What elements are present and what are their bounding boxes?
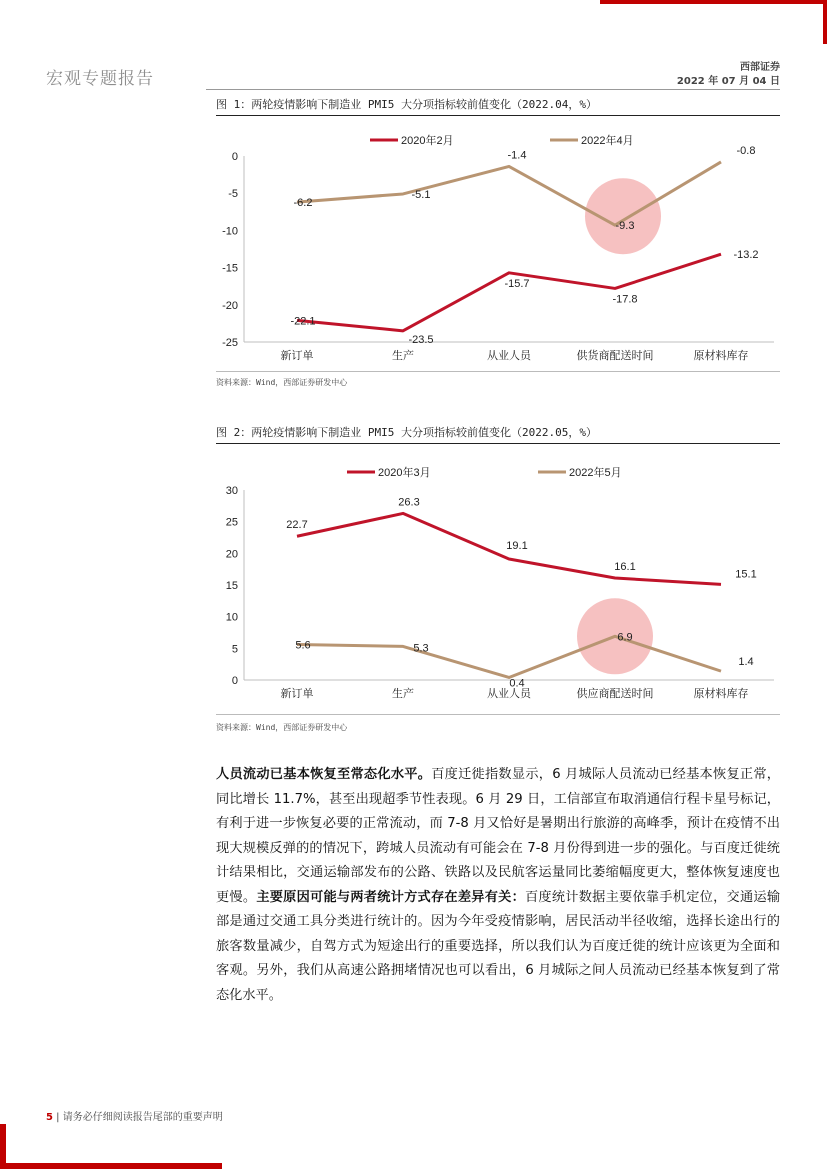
footer-separator: | [56, 1112, 60, 1123]
body-bold-reason: 主要原因可能与两者统计方式存在差异有关： [256, 889, 525, 905]
page-number: 5 [46, 1112, 53, 1123]
figure2-title: 图 2：两轮疫情影响下制造业 PMI5 大分项指标较前值变化（2022.05，%） [216, 426, 597, 439]
figure2-top-rule [216, 443, 780, 444]
chart2-data-label: 15.1 [735, 568, 757, 581]
chart1-data-label: -23.5 [408, 333, 434, 346]
chart2-legend-label-0: 2020年3月 [378, 467, 431, 479]
figure1-bottom-rule [216, 371, 780, 372]
chart2-category-label: 从业人员 [487, 687, 531, 700]
body-bold-lead: 人员流动已基本恢复至常态化水平。 [216, 767, 432, 782]
chart2-data-label: 0.4 [509, 677, 525, 690]
chart1-category-label: 原材料库存 [693, 349, 749, 362]
figure1-title: 图 1：两轮疫情影响下制造业 PMI5 大分项指标较前值变化（2022.04，%） [216, 98, 597, 111]
company-name: 西部证券 [740, 62, 780, 73]
figure1-top-rule [216, 115, 780, 116]
figure1-source: 资料来源：Wind，西部证券研发中心 [216, 378, 348, 387]
body-text-part2: 百度统计数据主要依靠手机定位，交通运输部是通过交通工具分类进行统计的。因为今年受疫情影响，居民活动半径收缩，选择长途出行的旅客数量减少，自驾方式为短途出行的重要选择，所以我们认为百度迁徙的统计应该更为全面和客观。另外，我们从高速公路拥堵情况也可以看出，6 月城际之间人员流动已经基本恢复到了常态化水平。 [216, 889, 781, 1003]
report-type: 宏观专题报告 [46, 69, 154, 89]
chart1-ytick-label: -15 [222, 262, 238, 275]
chart2-ytick-label: 0 [231, 675, 238, 687]
chart1-category-label: 生产 [392, 349, 414, 362]
bottom-accent-bar [0, 1163, 222, 1169]
chart1-legend-label-0: 2020年2月 [401, 135, 454, 147]
chart1-series-line-0 [297, 254, 721, 331]
chart1-data-label: -17.8 [612, 293, 638, 306]
chart2-data-label: 19.1 [506, 540, 528, 553]
chart2-category-label: 供应商配送时间 [576, 687, 654, 700]
chart1-data-label: -13.2 [733, 249, 759, 262]
chart2-ytick-label: 5 [231, 643, 238, 656]
figure1-chart [216, 118, 780, 370]
chart2-series-line-1 [297, 636, 721, 677]
chart2-data-label: 5.6 [295, 639, 311, 652]
chart1-data-label: -5.1 [411, 188, 431, 201]
chart1-ytick-label: -5 [228, 188, 238, 201]
chart1-data-label: -6.2 [293, 197, 313, 210]
bottom-accent-bar-vertical [0, 1124, 6, 1169]
chart1-category-label: 新订单 [280, 349, 314, 362]
chart1-category-label: 供货商配送时间 [576, 349, 654, 362]
chart2-legend-label-1: 2022年5月 [569, 467, 622, 479]
chart1-data-label: -15.7 [504, 277, 530, 290]
chart2-ytick-label: 30 [225, 485, 238, 497]
chart1-category-label: 从业人员 [487, 349, 531, 362]
body-text-part1: 百度迁徙指数显示，6 月城际人员流动已经基本恢复正常，同比增长 11.7%，甚至出现超季节性表现。6 月 29 日，工信部宣布取消通信行程卡星号标记，有利于进一步恢复必要的正常流动，而 7-8 月又恰好是暑期出行旅游的高峰季，预计在疫情不出现大规模反弹的的情况下，跨城人员流动有可能会在 7-8 月份得到进一步的强化。与百度迁徙统计结果相比，交通运输部发布的公路、铁路以及民航客运量同比萎缩幅度更大，整体恢复速度也更慢。 [216, 767, 780, 905]
chart1-data-label: -9.3 [615, 220, 635, 233]
chart2-ytick-label: 25 [225, 516, 238, 529]
chart2-data-label: 22.7 [286, 519, 308, 532]
chart2-data-label: 1.4 [738, 656, 754, 669]
figure2-chart [216, 446, 780, 704]
chart2-data-label: 6.9 [617, 631, 633, 644]
chart1-ytick-label: 0 [231, 151, 238, 163]
figure2-source: 资料来源：Wind，西部证券研发中心 [216, 723, 348, 732]
chart1-data-label: -0.8 [736, 144, 756, 157]
top-accent-bar [600, 0, 827, 4]
chart2-ytick-label: 15 [225, 580, 238, 592]
chart2-data-label: 5.3 [413, 642, 429, 655]
footer [46, 1108, 223, 1123]
chart2-category-label: 生产 [392, 687, 414, 700]
top-accent-bar-vertical [823, 0, 827, 44]
report-date: 2022 年 07 月 04 日 [676, 76, 780, 87]
chart1-data-label: -1.4 [507, 149, 527, 162]
chart2-ytick-label: 20 [225, 548, 238, 561]
footer-notice: 请务必仔细阅读报告尾部的重要声明 [62, 1112, 223, 1123]
chart1-legend-label-1: 2022年4月 [581, 135, 634, 147]
figure2-bottom-rule [216, 714, 780, 715]
chart2-category-label: 新订单 [280, 687, 314, 700]
body-paragraph [216, 763, 780, 1008]
chart2-category-label: 原材料库存 [693, 687, 749, 700]
chart1-ytick-label: -10 [222, 225, 238, 238]
header-divider [206, 89, 780, 90]
chart1-ytick-label: -25 [222, 337, 238, 349]
chart1-ytick-label: -20 [222, 299, 238, 312]
chart2-data-label: 26.3 [398, 496, 420, 509]
chart2-data-label: 16.1 [614, 561, 636, 574]
chart2-ytick-label: 10 [225, 611, 238, 624]
chart1-data-label: -22.1 [290, 315, 316, 328]
